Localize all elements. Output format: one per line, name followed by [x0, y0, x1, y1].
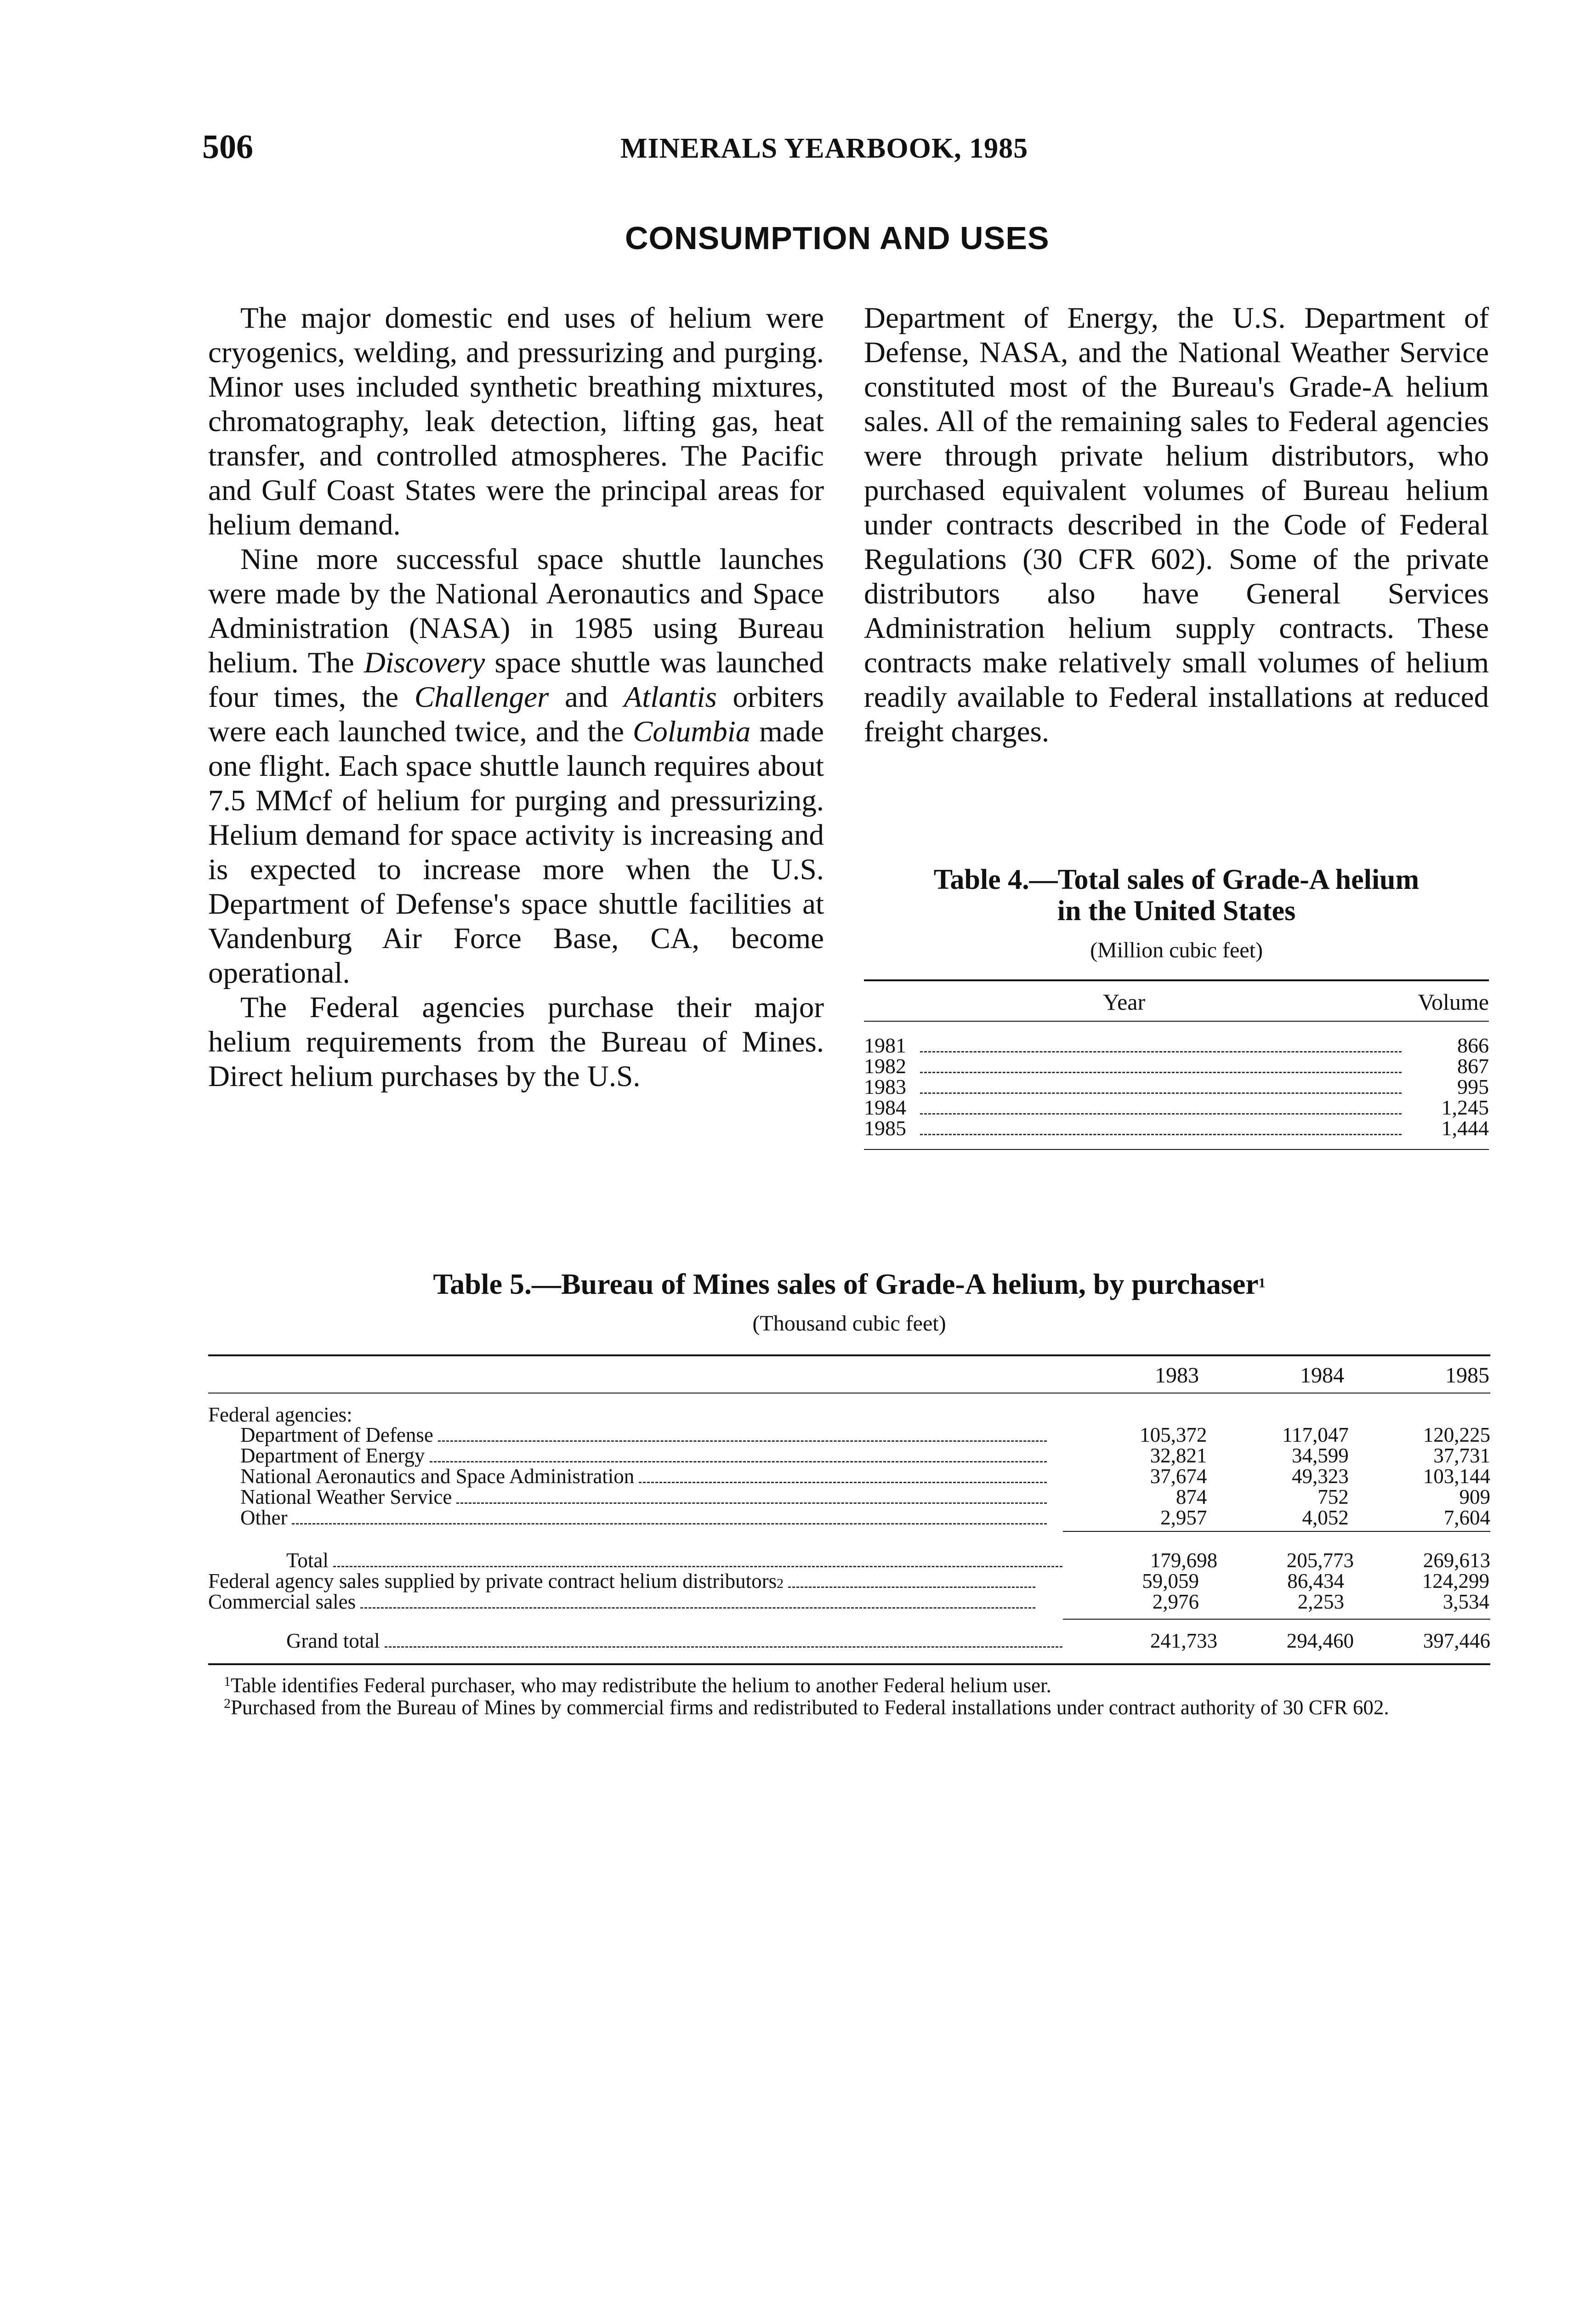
- table-row: [208, 1445, 1490, 1466]
- page-number: 506: [202, 128, 253, 166]
- agency-rows: [208, 1425, 1490, 1528]
- subtotal-rule: [1063, 1619, 1490, 1620]
- value-cell: 32,821: [1150, 1444, 1207, 1467]
- row-label-text: National Weather Service: [240, 1485, 452, 1508]
- year-cell: 1985: [864, 1116, 906, 1140]
- row-label-text: Other: [240, 1506, 288, 1529]
- table-row: [208, 1631, 1490, 1651]
- value-cell: 294,460: [1286, 1629, 1354, 1652]
- table-4-body: [864, 1035, 1489, 1139]
- table-5-header: [208, 1356, 1490, 1393]
- table-row: [208, 1507, 1490, 1528]
- value-cell: 4,052: [1302, 1506, 1349, 1529]
- table-5: [208, 1268, 1490, 1718]
- volume-cell: 867: [1457, 1054, 1489, 1078]
- value-cell: 397,446: [1423, 1629, 1490, 1652]
- leader-dots: [920, 1113, 1402, 1115]
- table-4-header: [864, 981, 1489, 1021]
- value-cell: 752: [1318, 1485, 1349, 1508]
- year-cell: 1983: [864, 1075, 906, 1098]
- row-label: [208, 1631, 1081, 1651]
- row-label-text: National Aeronautics and Space Administration: [240, 1465, 635, 1488]
- table-4-title: Table 4.—Total sales of Grade-A helium in the United States: [933, 864, 1420, 927]
- row-label: [208, 1507, 1065, 1528]
- value-cell: 49,323: [1291, 1465, 1349, 1488]
- row-label-text: Department of Energy: [240, 1444, 425, 1467]
- value-cell: 2,957: [1160, 1506, 1207, 1529]
- paragraph: The major domestic end uses of helium were cryogenics, welding, and pressurizing and purging. Minor uses included synthetic breathing mixtures, chromatography, leak detection, lifting gas, heat transfer, and controlled atmospheres. The Pacific and Gulf Coast States were the principal areas for helium demand.: [208, 301, 824, 541]
- table-5-footnotes: [208, 1674, 1490, 1718]
- value-cell: 3,534: [1443, 1590, 1489, 1613]
- row-label: [208, 1425, 1065, 1445]
- row-label: [208, 1487, 1065, 1507]
- table-row: [208, 1550, 1490, 1571]
- row-label-text: Department of Defense: [240, 1423, 433, 1446]
- value-cell: 241,733: [1150, 1629, 1218, 1652]
- volume-cell: 1,444: [1441, 1116, 1489, 1140]
- left-text-column: [208, 301, 824, 1094]
- leader-dots: [920, 1092, 1402, 1094]
- value-cell: 120,225: [1423, 1423, 1491, 1446]
- value-cell: 124,299: [1422, 1570, 1489, 1593]
- value-cell: 7,604: [1443, 1506, 1491, 1529]
- value-cell: 117,047: [1282, 1423, 1349, 1446]
- footnote: $^1$Table identifies Federal purchaser, who may redistribute the helium to another Federal helium user.: [224, 1674, 1051, 1697]
- value-cell: 205,773: [1286, 1549, 1354, 1572]
- leader-dots: [385, 1646, 1062, 1648]
- table-row: [864, 1035, 1489, 1056]
- grand-total-row: [208, 1631, 1490, 1651]
- total-rows: [208, 1550, 1490, 1612]
- table-row: [864, 1056, 1489, 1077]
- leader-dots: [920, 1051, 1402, 1052]
- leader-dots: [438, 1440, 1047, 1442]
- volume-cell: 866: [1457, 1034, 1489, 1057]
- subtotal-rule: [1063, 1531, 1490, 1532]
- leader-dots: [920, 1072, 1402, 1073]
- column-header: 1984: [1300, 1363, 1344, 1388]
- leader-dots: [456, 1502, 1047, 1504]
- footnote: $^2$Purchased from the Bureau of Mines by commercial firms and redistributed to Federal installations under contract authority of 30 CFR 602.: [224, 1696, 1389, 1719]
- table-4: [864, 864, 1489, 1150]
- leader-dots: [333, 1566, 1062, 1567]
- value-cell: 105,372: [1140, 1423, 1207, 1446]
- value-cell: 34,599: [1291, 1444, 1349, 1467]
- value-cell: 37,674: [1150, 1465, 1207, 1488]
- section-heading: CONSUMPTION AND USES: [625, 220, 1050, 256]
- paragraph: The Federal agencies purchase their major helium requirements from the Bureau of Mines. Direct helium purchases by the U.S.: [208, 991, 824, 1093]
- row-label-text: Grand total: [286, 1629, 380, 1652]
- table-4-unit: (Million cubic feet): [1090, 938, 1263, 962]
- paragraph: Nine more successful space shuttle launches were made by the National Aeronautics and Space Administration (NASA) in 1985 using Bureau helium. The Discovery space shuttle was launched four times, the Challenger and Atlantis orbiters were each launched twice, and the Columbia made one flight. Each space shuttle launch requires about 7.5 MMcf of helium for purging and pressurizing. Helium demand for space activity is increasing and is expected to increase more when the U.S. Department of Defense's space shuttle facilities at Vandenburg Air Force Base, CA, become operational.: [208, 543, 824, 990]
- table-row: [208, 1487, 1490, 1507]
- row-label: [208, 1550, 1081, 1571]
- table-row: [208, 1425, 1490, 1445]
- table-row: [864, 1118, 1489, 1139]
- leader-dots: [920, 1134, 1402, 1135]
- row-label: [208, 1445, 1065, 1466]
- row-label: [208, 1466, 1065, 1487]
- value-cell: 874: [1176, 1485, 1207, 1508]
- value-cell: 909: [1459, 1485, 1491, 1508]
- table-5-unit: (Thousand cubic feet): [752, 1311, 946, 1336]
- table-row: [864, 1077, 1489, 1098]
- value-cell: 2,976: [1152, 1590, 1199, 1613]
- table-row: [208, 1592, 1490, 1612]
- leader-dots: [639, 1482, 1047, 1483]
- table-5-title: Table 5.—Bureau of Mines sales of Grade-A helium, by purchaser$^1$: [433, 1268, 1266, 1300]
- value-cell: 103,144: [1423, 1465, 1491, 1488]
- leader-dots: [430, 1461, 1047, 1462]
- column-header: 1985: [1445, 1363, 1489, 1388]
- leader-dots: [360, 1607, 1035, 1609]
- value-cell: 37,731: [1433, 1444, 1491, 1467]
- value-cell: 86,434: [1287, 1570, 1344, 1593]
- running-header-title: MINERALS YEARBOOK, 1985: [620, 133, 1028, 164]
- volume-cell: 995: [1457, 1075, 1489, 1098]
- table-rule: [208, 1663, 1490, 1665]
- table-rule: [864, 1021, 1489, 1022]
- value-cell: 179,698: [1150, 1549, 1218, 1572]
- table-row: [208, 1571, 1490, 1592]
- row-label-text: Total: [286, 1549, 329, 1572]
- table-rule: [208, 1393, 1490, 1394]
- column-header: 1983: [1155, 1363, 1199, 1388]
- table-row: [208, 1466, 1490, 1487]
- row-label: Federal agency sales supplied by private contract helium distributors 2: [208, 1571, 1054, 1592]
- row-label: [208, 1592, 1054, 1612]
- column-header-volume: Volume: [1418, 989, 1489, 1015]
- paragraph: Department of Energy, the U.S. Department of Defense, NASA, and the National Weather Service constituted most of the Bureau's Grade-A helium sales. All of the remaining sales to Federal agencies were through private helium distributors, who purchased equivalent volumes of Bureau helium under contracts described in the Code of Federal Regulations (30 CFR 602). Some of the private distributors also have General Services Administration helium supply contracts. These contracts make relatively small volumes of helium readily available to Federal installations at reduced freight charges.: [864, 301, 1489, 748]
- group-label-row: Federal agencies:: [208, 1403, 352, 1426]
- value-cell: 2,253: [1297, 1590, 1344, 1613]
- value-cell: 269,613: [1423, 1549, 1490, 1572]
- leader-dots: [788, 1587, 1035, 1588]
- year-cell: 1981: [864, 1034, 906, 1057]
- table-rule: [864, 1149, 1489, 1150]
- value-cell: 59,059: [1142, 1570, 1199, 1593]
- leader-dots: [292, 1523, 1047, 1524]
- row-label-text: Federal agency sales supplied by private contract helium distributors: [208, 1570, 777, 1593]
- right-text-column: [864, 301, 1489, 749]
- year-cell: 1984: [864, 1096, 906, 1119]
- year-cell: 1982: [864, 1054, 906, 1078]
- table-row: [864, 1098, 1489, 1118]
- volume-cell: 1,245: [1441, 1096, 1489, 1119]
- column-header-year: Year: [1103, 989, 1146, 1015]
- row-label-text: Commercial sales: [208, 1590, 356, 1613]
